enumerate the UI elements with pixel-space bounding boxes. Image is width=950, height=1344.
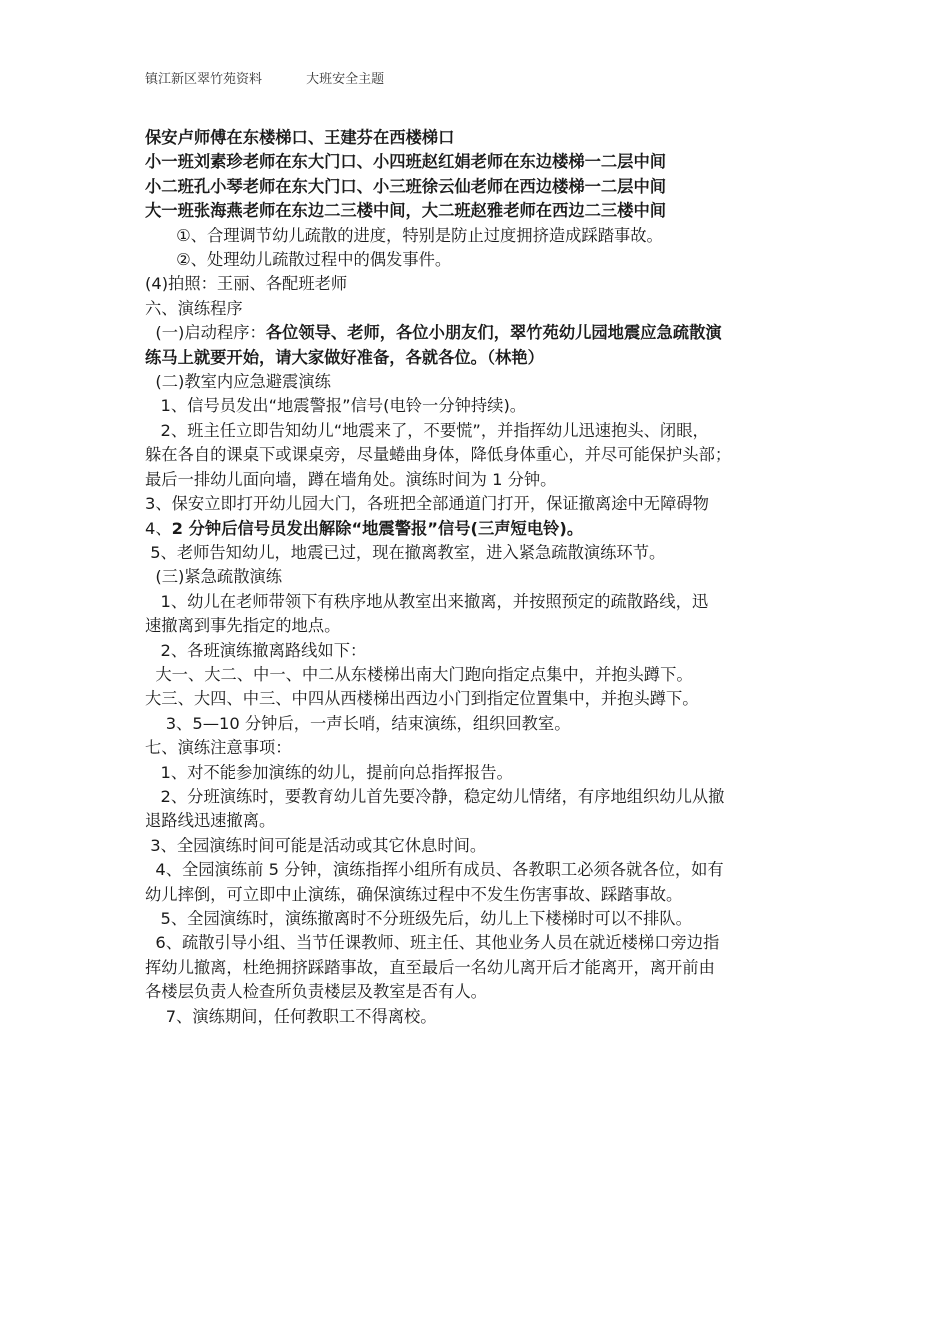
text-line: 速撤离到事先指定的地点。 — [145, 616, 341, 636]
text-line: 挥幼儿撤离，杜绝拥挤踩踏事故，直至最后一名幼儿离开后才能离开，离开前由 — [145, 957, 715, 977]
text-line: (一)启动程序：各位领导、老师，各位小朋友们，翠竹苑幼儿园地震应急疏散演 — [155, 323, 722, 343]
document-body — [145, 126, 815, 1029]
header-left: 镇江新区翠竹苑资料 — [145, 72, 263, 87]
text-line: 保安卢师傅在东楼梯口、王建芬在西楼梯口 — [145, 128, 455, 147]
text-line: 小一班刘素珍老师在东大门口、小四班赵红娟老师在东边楼梯一二层中间 — [145, 152, 667, 172]
text-line: 3、5—10 分钟后，一声长哨，结束演练，组织回教室。 — [165, 713, 571, 733]
text-line: 幼儿摔倒，可立即中止演练，确保演练过程中不发生伤害事故、踩踏事故。 — [145, 884, 683, 904]
text-line: 躲在各自的课桌下或课桌旁，尽量蜷曲身体，降低身体重心，并尽可能保护头部； — [145, 445, 732, 465]
text-line: (4)拍照：王丽、各配班老师 — [145, 274, 348, 294]
text-line: ①、合理调节幼儿疏散的进度，特别是防止过度拥挤造成踩踏事故。 — [176, 225, 663, 245]
text-line: 1、信号员发出“地震警报”信号(电铃一分钟持续)。 — [160, 396, 527, 416]
text-line: 2、分班演练时，要教育幼儿首先要冷静，稳定幼儿情绪，有序地组织幼儿从撤 — [160, 786, 725, 806]
text-line: 六、演练程序 — [145, 298, 243, 318]
page-header — [145, 68, 384, 87]
text-line: 大一班张海燕老师在东边二三楼中间，大二班赵雅老师在西边二三楼中间 — [145, 201, 667, 221]
text-line: 1、幼儿在老师带领下有秩序地从教室出来撤离，并按照预定的疏散路线，迅 — [160, 591, 709, 611]
text-line: 各楼层负责人检查所负责楼层及教室是否有人。 — [145, 982, 487, 1002]
text-line: 5、全园演练时，演练撤离时不分班级先后，幼儿上下楼梯时可以不排队。 — [160, 909, 692, 928]
text-line: 1、对不能参加演练的幼儿，提前向总指挥报告。 — [160, 762, 513, 782]
text-line: 3、保安立即打开幼儿园大门，各班把全部通道门打开，保证撤离途中无障碍物 — [145, 494, 709, 514]
header-right: 大班安全主题 — [306, 72, 385, 87]
text-line: (二)教室内应急避震演练 — [155, 372, 331, 392]
text-line: (三)紧急疏散演练 — [155, 567, 283, 587]
text-line: 小二班孔小琴老师在东大门口、小三班徐云仙老师在西边楼梯一二层中间 — [145, 176, 667, 196]
text-line: ②、处理幼儿疏散过程中的偶发事件。 — [176, 250, 452, 270]
text-line: 退路线迅速撤离。 — [145, 811, 276, 831]
text-line: 2、班主任立即告知幼儿“地震来了，不要慌”，并指挥幼儿迅速抱头、闭眼， — [160, 420, 709, 440]
text-line: 最后一排幼儿面向墙，蹲在墙角处。演练时间为 1 分钟。 — [145, 469, 557, 489]
text-line: 6、疏散引导小组、当节任课教师、班主任、其他业务人员在就近楼梯口旁边指 — [155, 933, 720, 953]
text-line: 练马上就要开始，请大家做好准备，各就各位。（林艳） — [145, 347, 544, 367]
text-line: 4、2 分钟后信号员发出解除“地震警报”信号(三声短电铃)。 — [145, 518, 584, 538]
text-line: 七、演练注意事项： — [145, 738, 292, 758]
text-line: 3、全园演练时间可能是活动或其它休息时间。 — [150, 835, 487, 855]
text-line: 4、全园演练前 5 分钟，演练指挥小组所有成员、各教职工必须各就各位，如有 — [155, 860, 724, 880]
text-line: 7、演练期间，任何教职工不得离校。 — [165, 1006, 437, 1026]
text-line: 5、老师告知幼儿，地震已过，现在撤离教室，进入紧急疏散演练环节。 — [150, 542, 666, 562]
text-line: 2、各班演练撤离路线如下： — [160, 640, 367, 660]
text-line: 大三、大四、中三、中四从西楼梯出西边小门到指定位置集中，并抱头蹲下。 — [145, 689, 699, 709]
text-line: 大一、大二、中一、中二从东楼梯出南大门跑向指定点集中，并抱头蹲下。 — [155, 664, 693, 684]
